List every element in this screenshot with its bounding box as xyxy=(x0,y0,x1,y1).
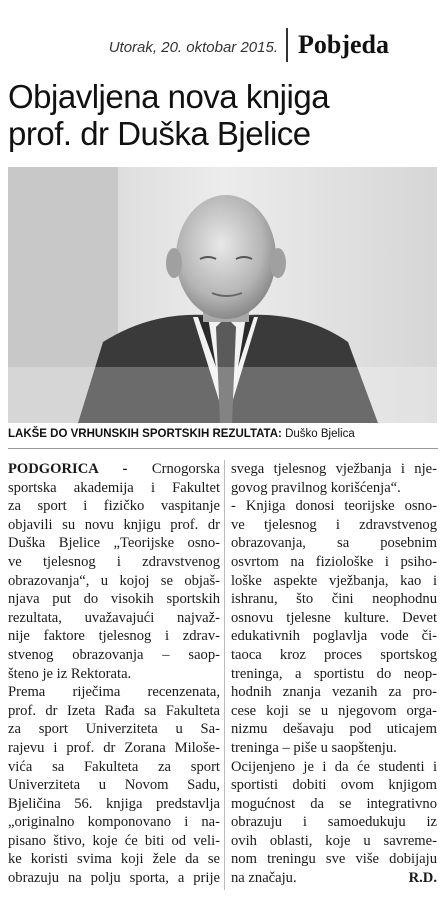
body-line: mogućnost da se integrativno xyxy=(231,795,437,812)
column-divider xyxy=(224,460,225,890)
body-line: nom treningu sve više dobijaju xyxy=(231,851,437,868)
body-line: rajevu i prof. dr Zorana Miloše- xyxy=(8,739,220,756)
body-line: šteno je iz Rektorata. xyxy=(8,665,132,682)
body-line: edukativnih poglavlja vode či- xyxy=(231,628,437,645)
article-column-right xyxy=(231,460,437,888)
newspaper-name: Pobjeda xyxy=(298,30,389,59)
author-signature: R.D. xyxy=(408,870,437,887)
body-line: sportisti dobiti ovom knjigom xyxy=(231,777,437,794)
body-line: loške aspekte vježbanja, kao i xyxy=(231,572,437,589)
body-line: za sport i fizičko vaspitanje xyxy=(8,498,220,515)
body-line: ovih oblasti, koje u savreme- xyxy=(231,832,437,849)
body-line: pisano štivo, koje će biti od veli- xyxy=(8,832,220,849)
body-line: obrazuju na polju sporta, a prije xyxy=(8,870,220,887)
body-line: Duška Bjelice „Teorijske osno- xyxy=(8,535,220,552)
body-line: rezultata, uvažavajući najvaž- xyxy=(8,609,220,626)
body-line: za sport Univerziteta u Sa- xyxy=(8,721,220,738)
body-line: - Knjiga donosi teorijske osno- xyxy=(231,498,437,515)
body-line: ke koristi svima koji žele da se xyxy=(8,851,220,868)
body-line: PODGORICA - Crnogorska xyxy=(8,461,220,477)
body-line: vića sa Fakulteta za sport xyxy=(8,758,220,775)
body-line: „originalno komponovano i na- xyxy=(8,814,220,831)
article-headline xyxy=(8,78,438,152)
body-line: svega tjelesnog vježbanja i nje- xyxy=(231,461,437,477)
body-line: Prema riječima recenzenata, xyxy=(8,684,220,701)
body-line: cese koji se u njegovom orga- xyxy=(231,702,437,719)
body-line: Bjeličina 56. knjiga predstavlja xyxy=(8,795,220,812)
body-line: ve tjelesnog i zdravstvenog xyxy=(231,516,437,533)
masthead-divider xyxy=(286,28,288,62)
body-line: ve tjelesnog i zdravstvenog xyxy=(8,553,220,570)
body-line: treninga – piše u saopštenju. xyxy=(231,739,397,756)
caption-title: LAKŠE DO VRHUNSKIH SPORTSKIH REZULTATA: xyxy=(8,428,282,440)
body-line: osnovu tjelesne kulture. Devet xyxy=(231,609,437,626)
headline-line-1: Objavljena nova knjiga xyxy=(8,78,330,115)
issue-date: Utorak, 20. oktobar 2015. xyxy=(108,39,278,56)
masthead xyxy=(0,28,444,68)
body-line: sportska akademija i Fakultet xyxy=(8,479,220,496)
body-line: stvenog obrazovanja – saop- xyxy=(8,646,220,663)
body-line: njava put do visokih sportskih xyxy=(8,591,220,608)
body-line: osvrtom na fiziološke i psiho- xyxy=(231,553,437,570)
body-line: govog pravilnog korišćenja“. xyxy=(231,479,401,496)
portrait-photo-icon xyxy=(8,167,437,423)
body-line: prof. dr Izeta Rađa sa Fakulteta xyxy=(8,702,220,719)
body-line: taoca kroz proces sportskog xyxy=(231,646,437,663)
body-line: ishranu, što čini neophodnu xyxy=(231,591,437,608)
body-line: treninga, a sportistu do neop- xyxy=(231,665,437,682)
article-column-left xyxy=(8,460,220,888)
dateline: PODGORICA - xyxy=(8,461,128,477)
caption-credit: Duško Bjelica xyxy=(285,428,355,440)
caption-divider xyxy=(8,448,438,449)
photo-caption xyxy=(8,428,438,440)
body-line: obrazuju i samoedukuju iz xyxy=(231,814,437,831)
headline-line-2: prof. dr Duška Bjelice xyxy=(8,115,311,152)
body-line: nizmu dešavaju pod uticajem xyxy=(231,721,437,738)
portrait-photo xyxy=(8,167,437,423)
body-line: na značaju. R.D. xyxy=(231,870,437,887)
body-line: obrazovanja“, u kojoj se objaš- xyxy=(8,572,220,589)
body-line: obrazovanja, sa posebnim xyxy=(231,535,437,552)
body-line: nije faktore tjelesnog i zdrav- xyxy=(8,628,220,645)
body-line: Univerziteta u Novom Sadu, xyxy=(8,777,220,794)
body-line: Ocijenjeno je i da će studenti i xyxy=(231,758,437,775)
body-line: hodnih znanja vezanih za pro- xyxy=(231,684,437,701)
body-line: objavili su novu knjigu prof. dr xyxy=(8,516,220,533)
